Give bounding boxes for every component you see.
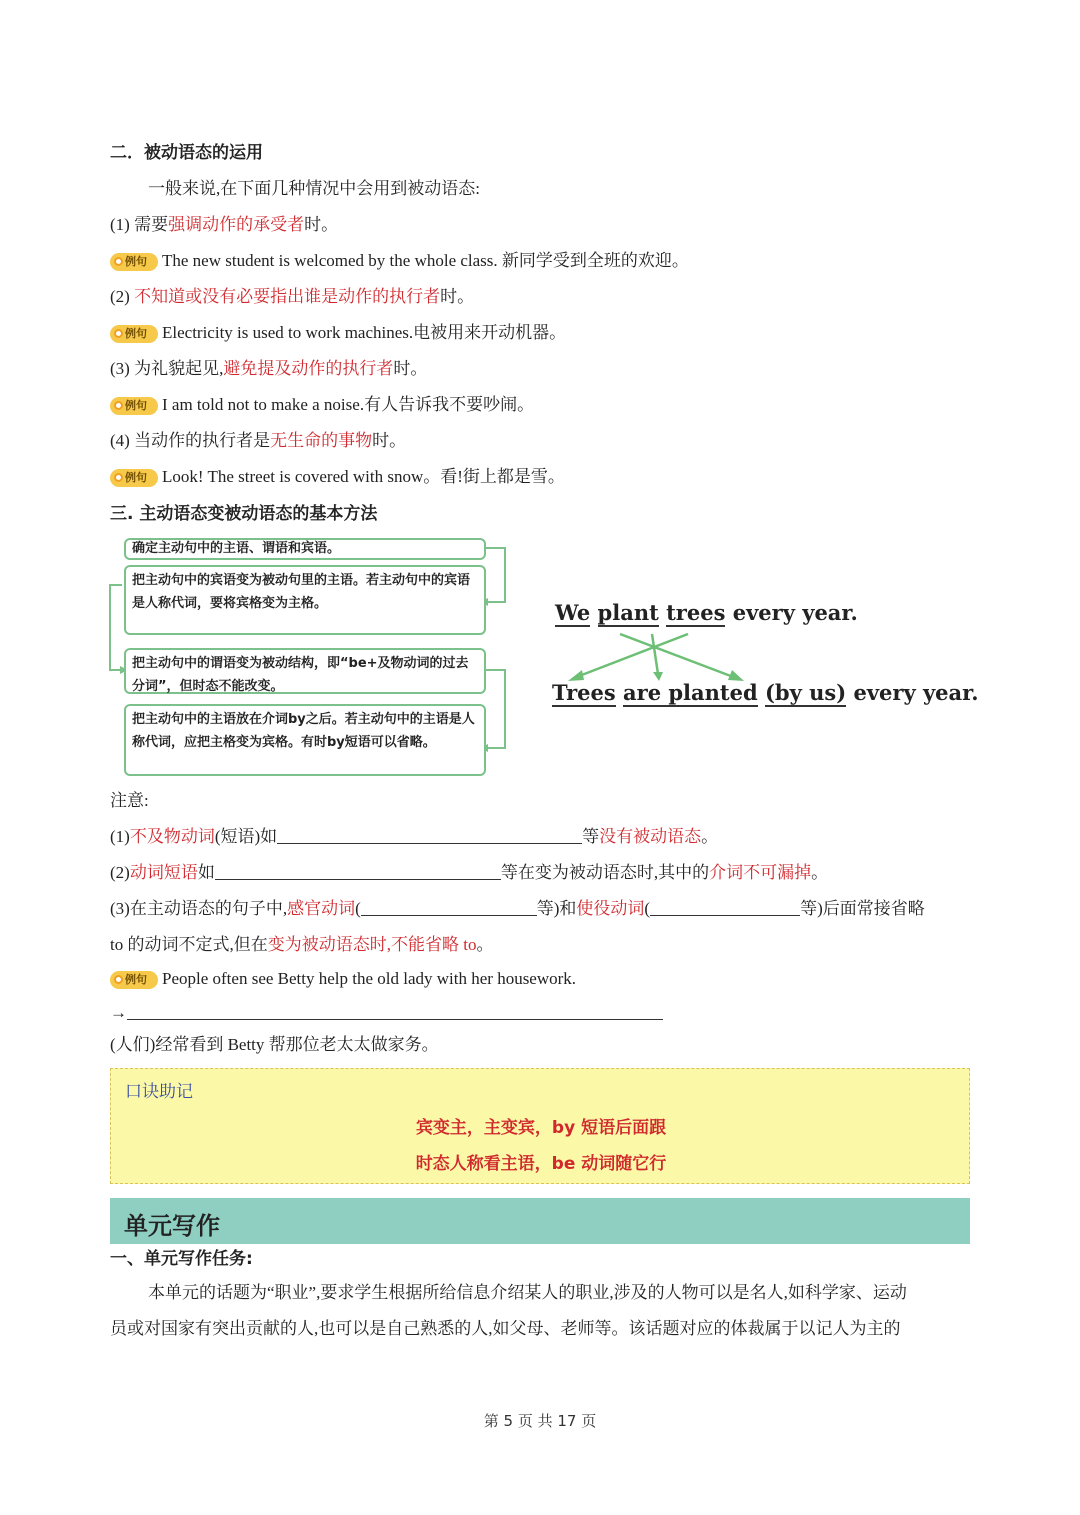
note-3-continued <box>110 934 493 956</box>
writing-paragraph-line-2: 员或对国家有突出贡献的人,也可以是自己熟悉的人,如父母、老师等。该话题对应的体裁属于以记人为主的 <box>110 1319 901 1338</box>
example-text: I am told not to make a noise.有人告诉我不要吵闹。 <box>162 395 535 414</box>
example-sentence-3 <box>110 394 534 416</box>
example-badge <box>110 971 158 989</box>
usage-item-text: (1) 需要 <box>110 215 169 234</box>
note-text: (1) <box>110 827 130 846</box>
note-text: 等)和 <box>536 899 577 918</box>
badge-label: 例句 <box>125 471 147 484</box>
fill-blank[interactable] <box>215 879 501 880</box>
answer-line <box>110 1002 663 1024</box>
mnemonic-title: 口诀助记 <box>125 1082 193 1102</box>
section-heading-3: 三. 主动语态变被动语态的基本方法 <box>110 504 378 524</box>
circle-icon <box>114 329 123 338</box>
usage-item-highlight: 不知道或没有必要指出谁是动作的执行者 <box>134 287 441 306</box>
badge-label: 例句 <box>125 327 147 340</box>
usage-item-3 <box>110 358 427 380</box>
example-text: Look! The street is covered with snow。看!街上都是雪。 <box>162 467 565 486</box>
flow-step-1: 确定主动句中的主语、谓语和宾语。 <box>124 538 486 560</box>
note-text: 等)后面常接省略 <box>800 899 925 918</box>
flow-step-3: 把主动句中的谓语变为被动结构，即“be+及物动词的过去分词”，但时态不能改变。 <box>124 648 486 694</box>
usage-item-text: (4) 当动作的执行者是 <box>110 431 271 450</box>
badge-label: 例句 <box>125 973 147 986</box>
note-text: (3)在主动语态的句子中, <box>110 899 288 918</box>
active-verb: plant <box>597 600 659 625</box>
example-text: Electricity is used to work machines.电被用来开动机器。 <box>162 323 567 342</box>
writing-paragraph-line-1: 本单元的话题为“职业”,要求学生根据所给信息介绍某人的职业,涉及的人物可以是名人,如科学家、运动 <box>148 1283 907 1302</box>
usage-item-text: (3) 为礼貌起见, <box>110 359 224 378</box>
circle-icon <box>114 473 123 482</box>
flow-step-4: 把主动句中的主语放在介词by之后。若主动句中的主语是人称代词，应把主格变为宾格。有时by短语可以省略。 <box>124 704 486 776</box>
intro-text: 一般来说,在下面几种情况中会用到被动语态: <box>148 179 480 198</box>
writing-task-heading: 一、单元写作任务: <box>110 1249 253 1269</box>
circle-icon <box>114 975 123 984</box>
fill-blank[interactable] <box>127 1019 663 1020</box>
note-text: 等在变为被动语态时,其中的 <box>500 863 710 882</box>
note-highlight: 不及物动词 <box>129 827 215 846</box>
example-badge <box>110 397 158 415</box>
mnemonic-box <box>110 1068 970 1184</box>
usage-item-tail: 时。 <box>440 287 475 306</box>
usage-item-tail: 时。 <box>372 431 407 450</box>
passive-adverbial: every year. <box>853 680 979 705</box>
note-highlight: 使役动词 <box>576 899 645 918</box>
mnemonic-line-2: 时态人称看主语，be 动词随它行 <box>415 1154 667 1174</box>
note-text: 。 <box>701 827 719 846</box>
flow-step-2: 把主动句中的宾语变为被动句里的主语。若主动句中的宾语是人称代词，要将宾格变为主格。 <box>124 565 486 635</box>
active-object: trees <box>666 600 726 625</box>
passive-subject: Trees <box>552 680 616 705</box>
badge-label: 例句 <box>125 399 147 412</box>
example-badge <box>110 325 158 343</box>
note-text: ( <box>644 899 651 918</box>
fill-blank[interactable] <box>650 915 800 916</box>
example-text: People often see Betty help the old lady with her housework. <box>162 969 577 988</box>
example-badge <box>110 253 158 271</box>
usage-item-highlight: 避免提及动作的执行者 <box>223 359 394 378</box>
mnemonic-line-1: 宾变主，主变宾，by 短语后面跟 <box>415 1118 667 1138</box>
section-heading-2: 二．被动语态的运用 <box>110 143 263 163</box>
usage-item-4 <box>110 430 406 452</box>
note-text: (短语)如 <box>214 827 278 846</box>
note-text: 如 <box>197 863 215 882</box>
active-subject: We <box>555 600 591 625</box>
example-sentence-2 <box>110 322 566 344</box>
note-text: 。 <box>811 863 829 882</box>
example-text: The new student is welcomed by the whole class. 新同学受到全班的欢迎。 <box>162 251 689 270</box>
usage-item-highlight: 无生命的事物 <box>270 431 373 450</box>
usage-item-1 <box>110 214 338 236</box>
note-highlight: 感官动词 <box>287 899 356 918</box>
usage-item-text: (2) <box>110 287 135 306</box>
note-highlight: 变为被动语态时,不能省略 to <box>267 935 477 954</box>
active-sentence <box>555 600 858 625</box>
section-title: 单元写作 <box>124 1212 220 1240</box>
note-text: 。 <box>476 935 494 954</box>
usage-item-2 <box>110 286 474 308</box>
passive-verb: are planted <box>623 680 758 705</box>
circle-icon <box>114 257 123 266</box>
note-highlight: 动词短语 <box>129 863 198 882</box>
note-2 <box>110 862 828 884</box>
passive-agent: (by us) <box>764 680 847 705</box>
page-number: 第 5 页 共 17 页 <box>483 1412 597 1430</box>
section-title-bar <box>110 1198 970 1244</box>
active-adverbial: every year. <box>732 600 858 625</box>
fill-blank[interactable] <box>361 915 537 916</box>
fill-blank[interactable] <box>277 843 582 844</box>
notes-label: 注意: <box>110 791 149 810</box>
note-text: (2) <box>110 863 130 882</box>
example-sentence-5 <box>110 968 576 990</box>
note-1 <box>110 826 718 848</box>
transform-arrows <box>560 628 800 688</box>
example-sentence-1 <box>110 250 689 272</box>
circle-icon <box>114 401 123 410</box>
note-text: ( <box>355 899 361 918</box>
note-3 <box>110 898 925 920</box>
example-sentence-4 <box>110 466 565 488</box>
note-text: to 的动词不定式,但在 <box>110 935 268 954</box>
note-highlight: 没有被动语态 <box>599 827 702 846</box>
passive-sentence <box>552 680 979 705</box>
note-text: 等 <box>582 827 600 846</box>
usage-item-tail: 时。 <box>304 215 339 234</box>
badge-label: 例句 <box>125 255 147 268</box>
usage-item-highlight: 强调动作的承受者 <box>168 215 305 234</box>
note-highlight: 介词不可漏掉 <box>709 863 812 882</box>
example-badge <box>110 469 158 487</box>
arrow-icon: → <box>110 1003 127 1022</box>
example-translation: (人们)经常看到 Betty 帮那位老太太做家务。 <box>110 1035 439 1054</box>
usage-item-tail: 时。 <box>393 359 428 378</box>
